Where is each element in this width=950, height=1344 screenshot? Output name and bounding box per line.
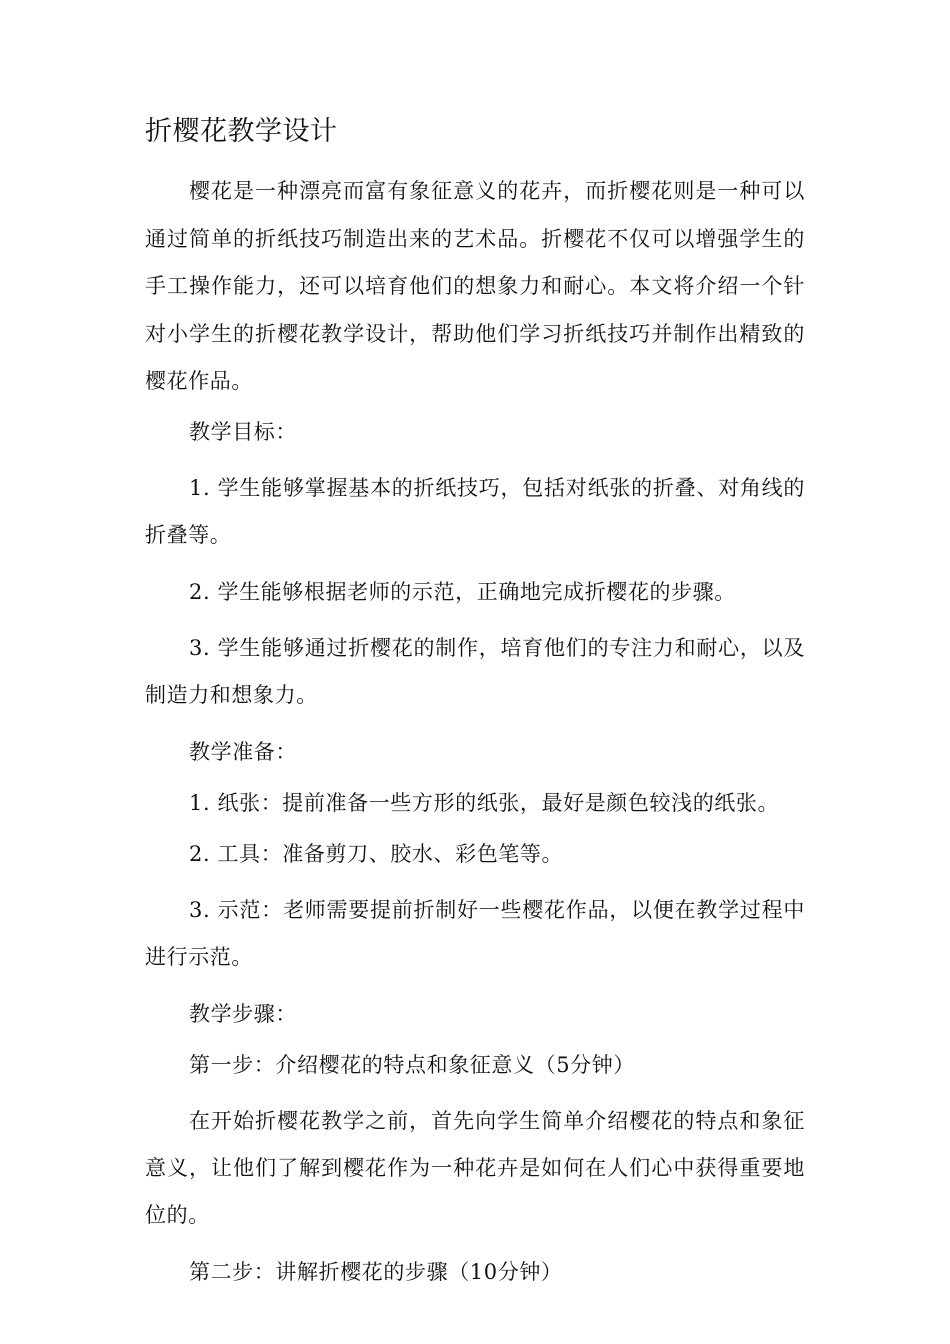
goal-item-2: 2. 学生能够根据老师的示范，正确地完成折樱花的步骤。	[189, 579, 736, 604]
goal-item-3: 3. 学生能够通过折樱花的制作，培育他们的专注力和耐心，以及制造力和想象力。	[145, 635, 805, 707]
document-title: 折樱花教学设计	[145, 116, 338, 147]
goal-item-1: 1. 学生能够掌握基本的折纸技巧，包括对纸张的折叠、对角线的折叠等。	[145, 475, 805, 547]
step-1-paragraph: 在开始折樱花教学之前，首先向学生简单介绍樱花的特点和象征意义，让他们了解到樱花作为一种花卉是如何在人们心中获得重要地位的。	[145, 1108, 805, 1227]
section-heading-preparation: 教学准备：	[189, 739, 297, 764]
prep-item-1: 1. 纸张：提前准备一些方形的纸张，最好是颜色较浅的纸张。	[189, 790, 780, 815]
intro-paragraph: 樱花是一种漂亮而富有象征意义的花卉，而折樱花则是一种可以通过简单的折纸技巧制造出来的艺术品。折樱花不仅可以增强学生的手工操作能力，还可以培育他们的想象力和耐心。本文将介绍一个针对小学生的折樱花教学设计，帮助他们学习折纸技巧并制作出精致的樱花作品。	[145, 179, 805, 393]
section-heading-steps: 教学步骤：	[189, 1001, 297, 1026]
prep-item-2: 2. 工具：准备剪刀、胶水、彩色笔等。	[189, 841, 564, 866]
section-heading-goals: 教学目标：	[189, 419, 297, 444]
step-heading-2: 第二步：讲解折樱花的步骤（10分钟）	[189, 1259, 563, 1284]
document-body	[145, 112, 805, 1305]
prep-item-3: 3. 示范：老师需要提前折制好一些樱花作品，以便在教学过程中进行示范。	[145, 897, 805, 969]
step-heading-1: 第一步：介绍樱花的特点和象征意义（5分钟）	[189, 1052, 635, 1077]
